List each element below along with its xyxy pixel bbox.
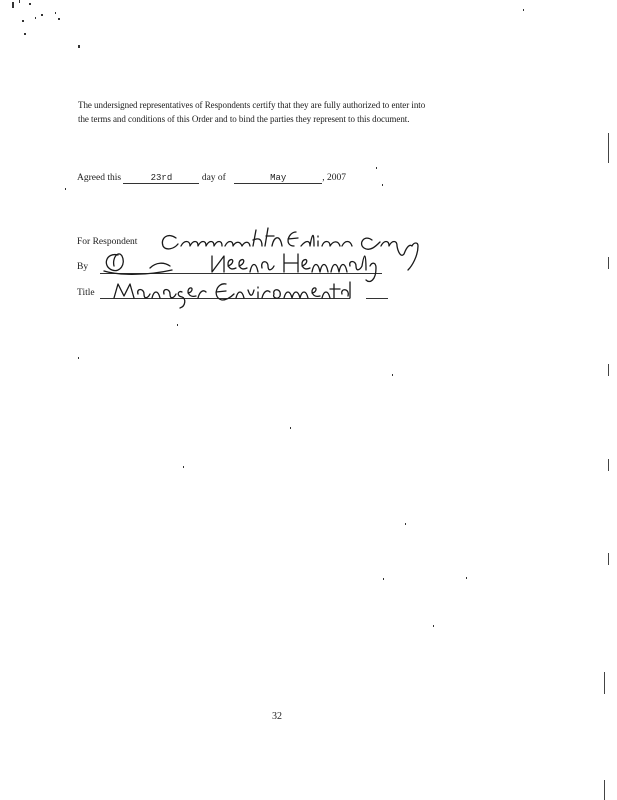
by-label: By — [77, 262, 89, 272]
month-field: May — [234, 173, 322, 184]
title-label: Title — [77, 288, 95, 298]
year-suffix: , 2007 — [322, 173, 346, 183]
for-respondent-label: For Respondent — [77, 237, 138, 247]
day-field: 23rd — [123, 173, 199, 184]
certification-line-2: the terms and conditions of this Order and to bind the parties they represent to this document. — [78, 114, 410, 124]
agreed-prefix: Agreed this — [77, 173, 122, 183]
page-number: 32 — [272, 711, 282, 722]
agreed-middle: day of — [201, 173, 226, 183]
certification-line-1: The undersigned representatives of Respondents certify that they are fully authorized to enter into — [78, 100, 426, 110]
